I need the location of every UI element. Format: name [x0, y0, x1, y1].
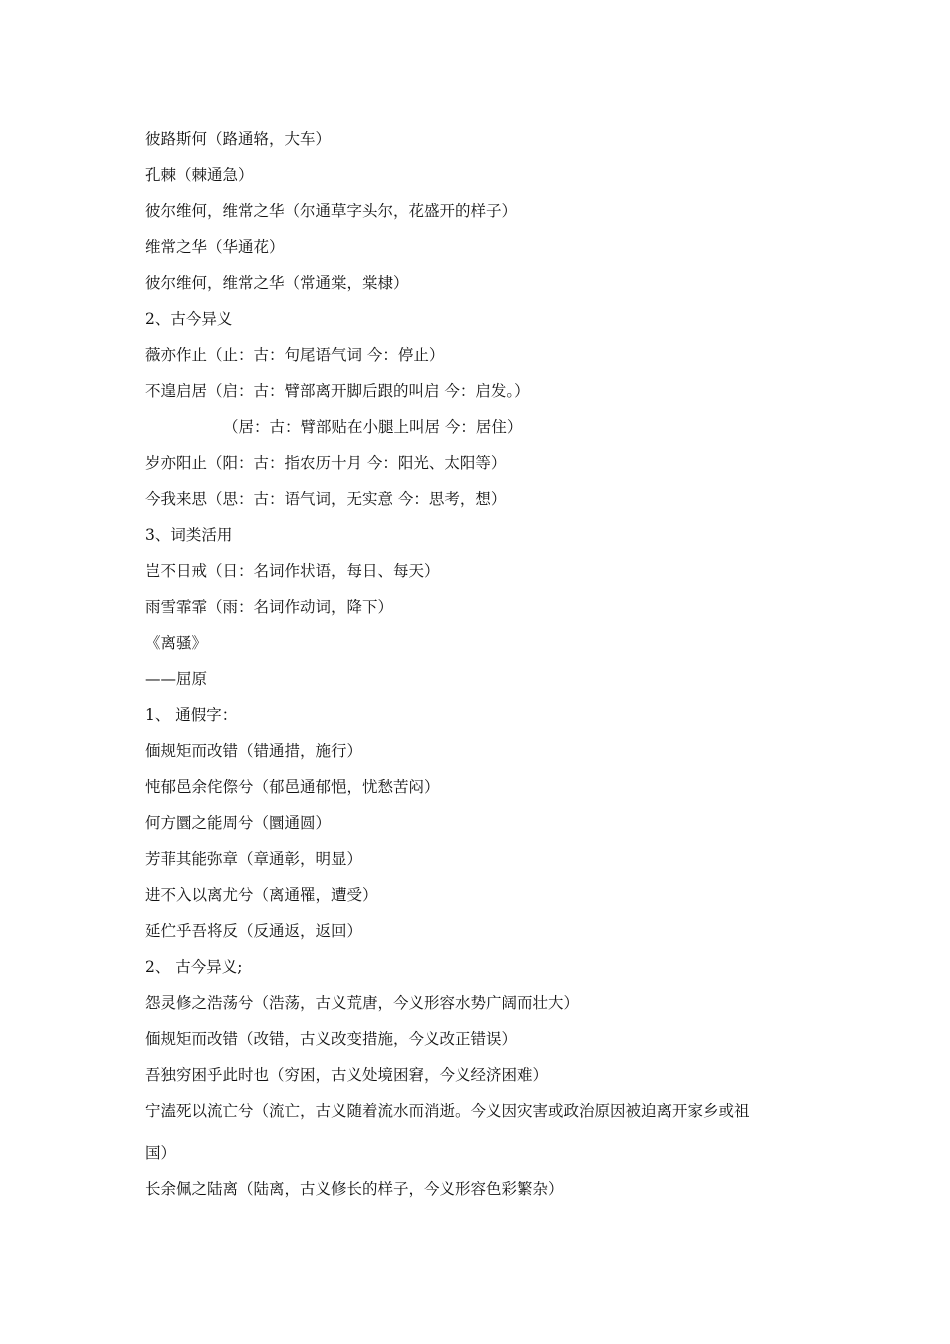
text-line: 宁溘死以流亡兮（流亡，古义随着流水而消逝。今义因灾害或政治原因被迫离开家乡或祖	[145, 1102, 750, 1120]
text-line: 彼尔维何，维常之华（尔通草字头尔，花盛开的样子）	[145, 202, 518, 220]
text-line: 岂不日戒（日：名词作状语，每日、每天）	[145, 562, 440, 580]
poem-author: ——屈原	[145, 670, 208, 688]
text-line: 彼路斯何（路通辂，大车）	[145, 130, 332, 148]
text-line: 芳菲其能弥章（章通彰，明显）	[145, 850, 363, 868]
text-line: 偭规矩而改错（改错，古义改变措施，今义改正错误）	[145, 1030, 518, 1048]
text-line: （居：古：臂部贴在小腿上叫居 今：居住）	[223, 418, 523, 436]
text-line: 孔棘（棘通急）	[145, 166, 254, 184]
text-line: 长余佩之陆离（陆离，古义修长的样子，今义形容色彩繁杂）	[145, 1180, 564, 1198]
document-body	[145, 121, 825, 1207]
text-line: 雨雪霏霏（雨：名词作动词，降下）	[145, 598, 394, 616]
text-line: 怨灵修之浩荡兮（浩荡，古义荒唐，今义形容水势广阔而壮大）	[145, 994, 580, 1012]
section-heading: 2、古今异义	[145, 310, 233, 328]
text-line: 进不入以离尤兮（离通罹，遭受）	[145, 886, 378, 904]
text-line: 国）	[145, 1144, 177, 1162]
text-line: 岁亦阳止（阳：古：指农历十月 今：阳光、太阳等）	[145, 454, 507, 472]
poem-title: 《离骚》	[145, 634, 208, 652]
text-line: 不遑启居（启：古：臂部离开脚后跟的叫启 今：启发。）	[145, 382, 530, 400]
section-heading: 2、 古今异义;	[145, 958, 243, 976]
text-line: 忳郁邑余侘傺兮（郁邑通郁悒，忧愁苦闷）	[145, 778, 440, 796]
text-line: 延伫乎吾将反（反通返，返回）	[145, 922, 363, 940]
text-line: 今我来思（思：古：语气词，无实意 今：思考，想）	[145, 490, 507, 508]
section-heading: 3、词类活用	[145, 526, 233, 544]
section-heading: 1、 通假字：	[145, 706, 238, 724]
text-line: 何方圜之能周兮（圜通圆）	[145, 814, 332, 832]
text-line: 吾独穷困乎此时也（穷困，古义处境困窘，今义经济困难）	[145, 1066, 549, 1084]
text-line: 彼尔维何，维常之华（常通棠，棠棣）	[145, 274, 409, 292]
text-line: 偭规矩而改错（错通措，施行）	[145, 742, 363, 760]
text-line: 维常之华（华通花）	[145, 238, 285, 256]
text-line: 薇亦作止（止：古：句尾语气词 今：停止）	[145, 346, 445, 364]
